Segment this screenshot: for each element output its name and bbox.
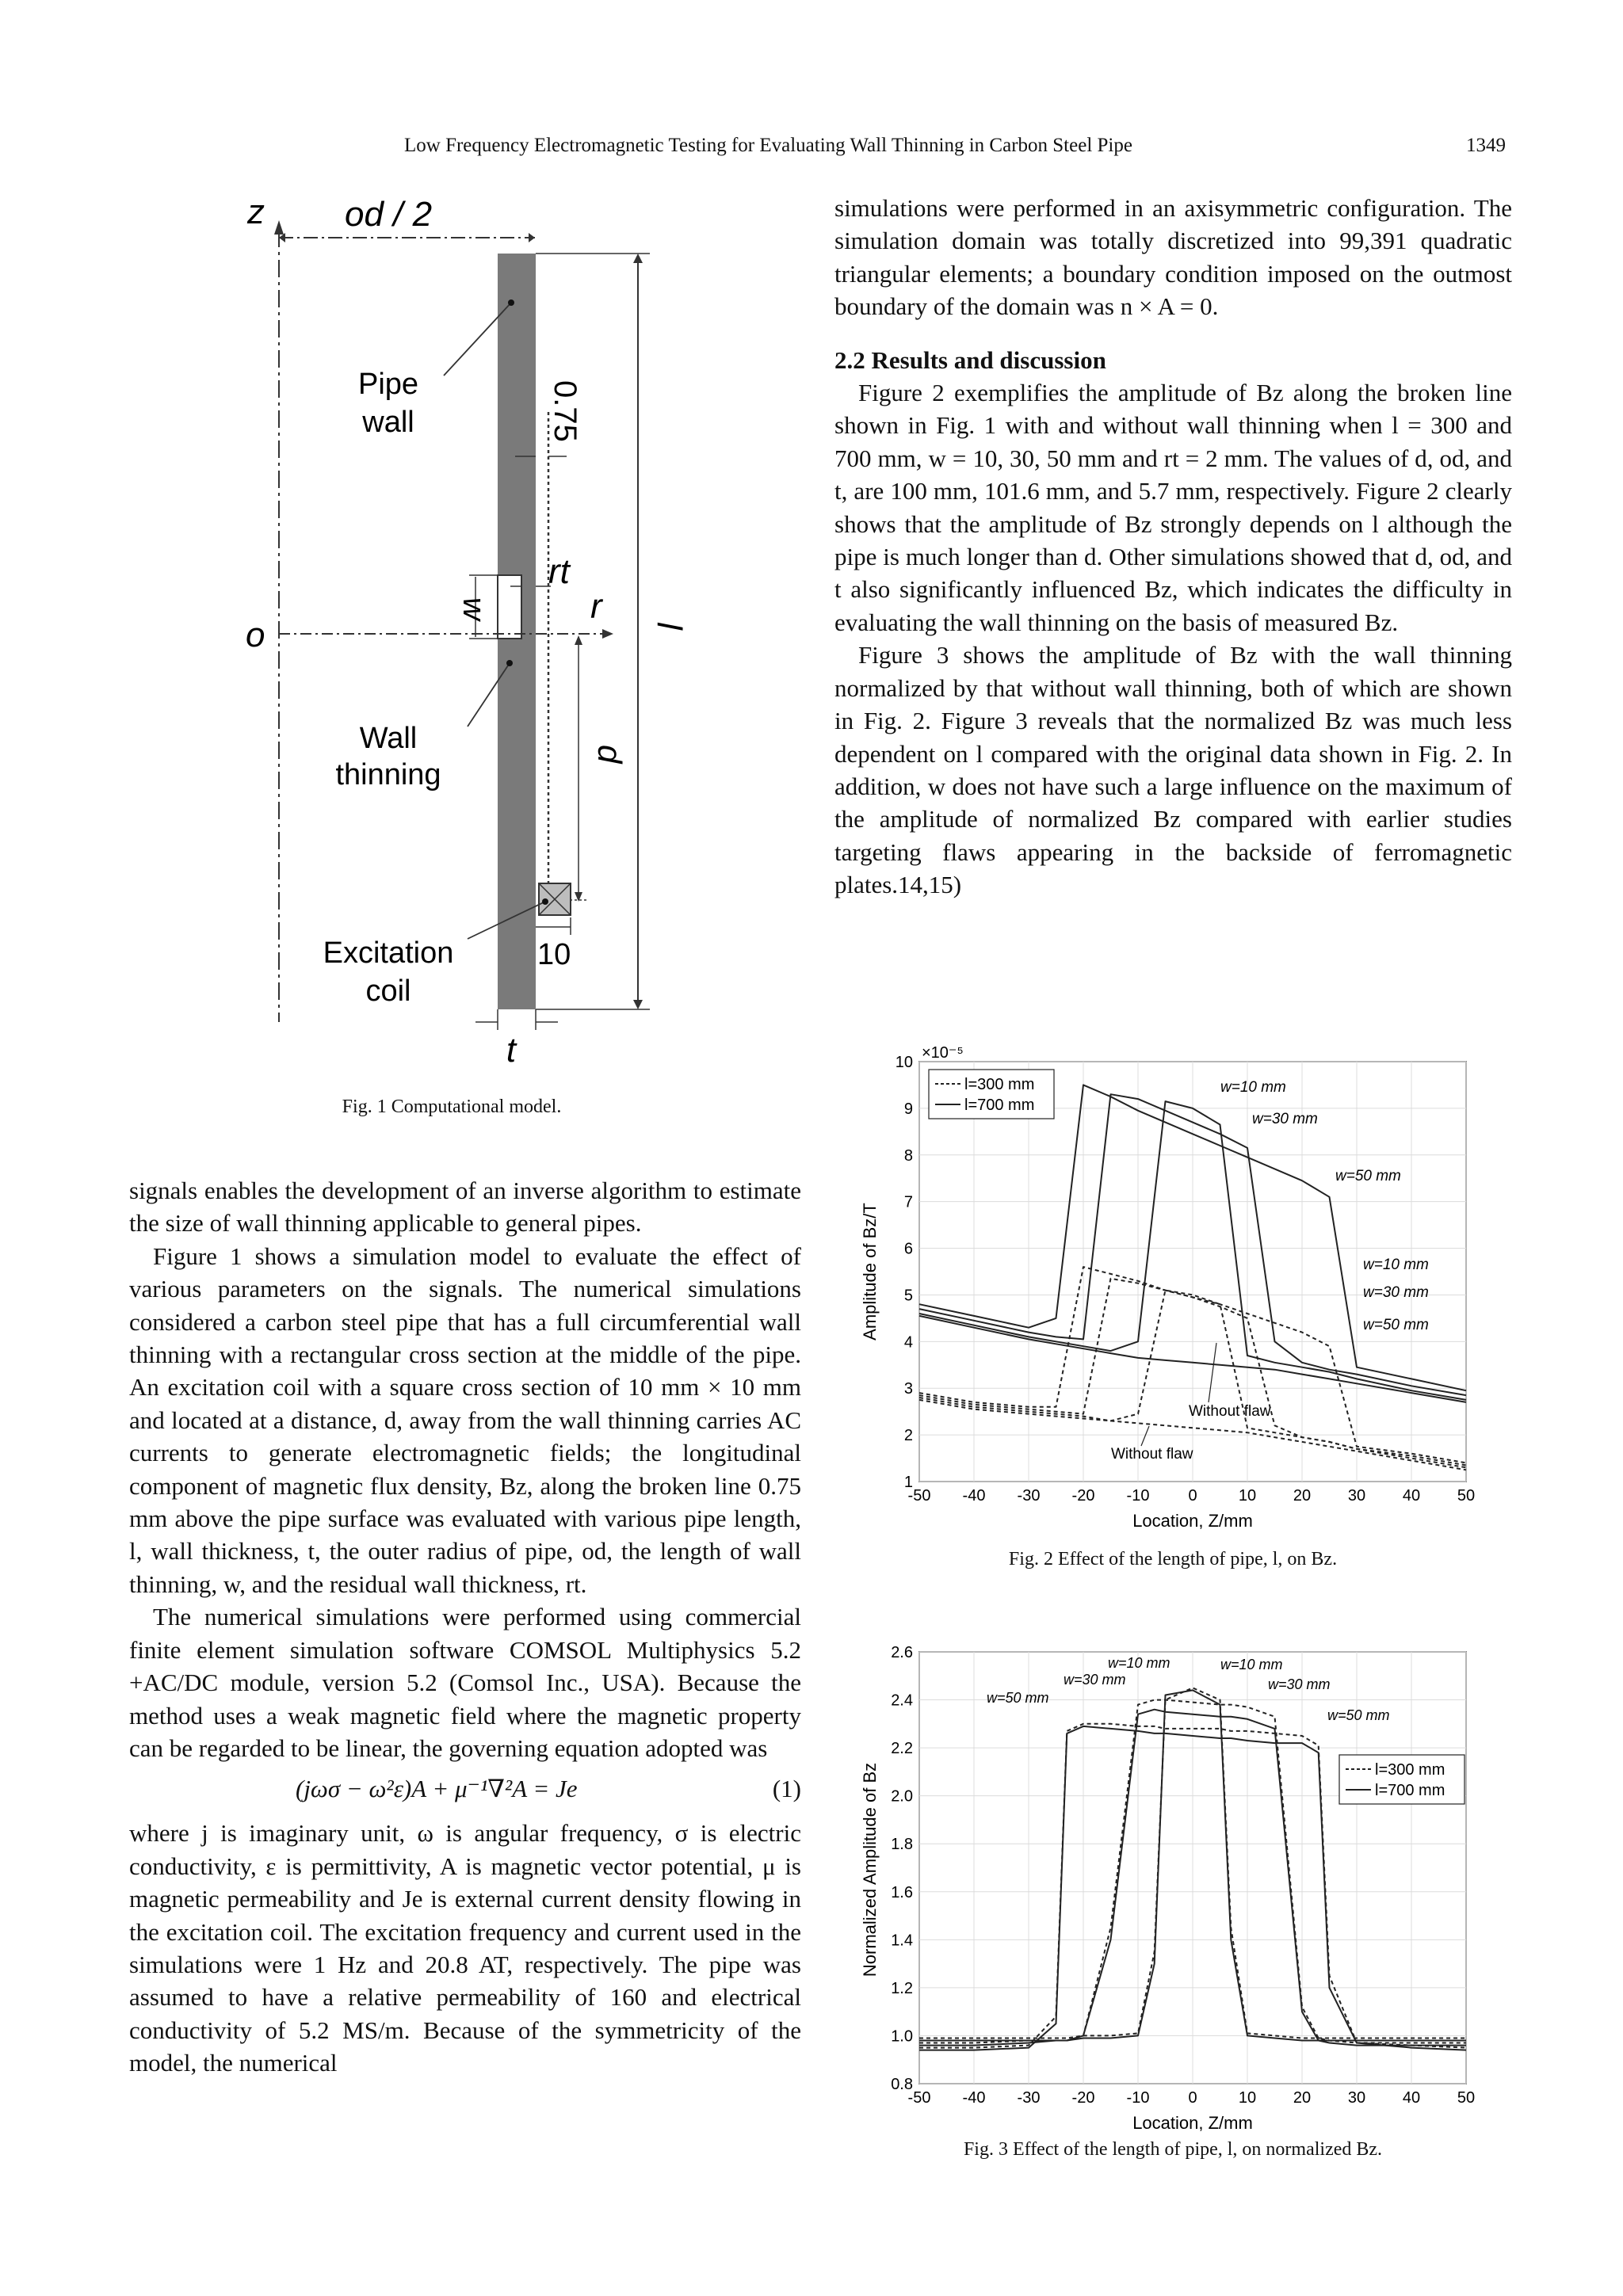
figure3-xlabel: Location, Z/mm	[1132, 2113, 1253, 2133]
left-para-4: where j is imaginary unit, ω is angular frequency, σ is electric conductivity, ε is permittivity, A is magnetic vector potential, μ is magnetic permeability and Je is external current density flowing in the excitation coil. The excitation frequency and current used in the simulations were 1 Hz and 20.8 AT, respectively. The pipe was assumed to have a relative permeability of 160 and electrical conductivity of 5.2 MS/m. Because of the symmetricity of the model, the numerical	[129, 1819, 801, 2077]
pipe-wall-dot	[508, 299, 514, 306]
label-coil-2: coil	[365, 974, 411, 1008]
label-wall-thinning-2: thinning	[335, 758, 441, 791]
fig3-ann-w50-right: w=50 mm	[1327, 1707, 1390, 1723]
fig3-ann-w10-right: w=10 mm	[1220, 1657, 1283, 1672]
figure2-xlabel: Location, Z/mm	[1132, 1511, 1253, 1531]
fig2-xtick-4: -10	[1126, 1487, 1150, 1505]
fig3-ytick-7: 2.2	[891, 1740, 913, 1758]
figure2-exponent: ×10⁻⁵	[922, 1044, 964, 1062]
fig3-xtick-1: -40	[962, 2089, 986, 2107]
fig2-ann-w50-mid: w=50 mm	[1363, 1317, 1429, 1333]
fig2-xtick-10: 50	[1457, 1487, 1476, 1505]
page-number: 1349	[1466, 135, 1506, 156]
fig2-ann-w10-mid: w=10 mm	[1363, 1257, 1429, 1273]
fig2-ytick-1: 2	[903, 1427, 913, 1445]
figure3-ylabel: Normalized Amplitude of Bz	[860, 1762, 880, 1978]
fig3-xtick-8: 30	[1347, 2089, 1366, 2107]
label-od2: od / 2	[345, 195, 433, 234]
fig3-ytick-5: 1.8	[891, 1836, 913, 1854]
figure3-legend	[1339, 1755, 1465, 1804]
label-z: z	[247, 193, 265, 231]
figure2-chart	[856, 1030, 1490, 1537]
fig3-ytick-9: 2.6	[891, 1644, 913, 1661]
running-title: Low Frequency Electromagnetic Testing for Evaluating Wall Thinning in Carbon Steel Pipe	[404, 135, 1132, 156]
label-w: w	[456, 597, 491, 620]
label-wall-thinning-1: Wall	[359, 722, 418, 755]
l-arrow-bottom	[633, 1000, 643, 1009]
d-arrow-top	[575, 635, 582, 645]
left-para-1: signals enables the development of an inverse algorithm to estimate the size of wall thinning applicable to general pipes.	[129, 1177, 801, 1238]
l-arrow-top	[633, 254, 643, 263]
figure2-legend	[929, 1070, 1054, 1119]
label-pipe-wall-1: Pipe	[357, 368, 419, 401]
figure3-legend-l300: l=300 mm	[1375, 1761, 1445, 1779]
equation-number: (1)	[772, 1775, 801, 1803]
fig2-xtick-0: -50	[907, 1487, 931, 1505]
section-heading: 2.2 Results and discussion	[834, 345, 1106, 374]
fig2-xtick-1: -40	[962, 1487, 986, 1505]
figure2-legend-l300: l=300 mm	[964, 1076, 1035, 1093]
fig2-ann-w10-top: w=10 mm	[1220, 1079, 1286, 1096]
label-10: 10	[537, 938, 571, 971]
fig2-xtick-5: 0	[1188, 1487, 1197, 1505]
coil-dot	[542, 898, 548, 905]
label-d: d	[591, 745, 628, 764]
fig2-xtick-6: 10	[1238, 1487, 1257, 1505]
figure3-legend-l700: l=700 mm	[1375, 1782, 1445, 1799]
right-para-3: Figure 3 shows the amplitude of Bz with the wall thinning normalized by that without wall thinning, both of which are shown in Fig. 2. Figure 3 reveals that the normalized Bz was much less dependent on l compared with the original data shown in Fig. 2. In addition, w does not have such a large influence on the maximum of the amplitude of normalized Bz compared with earlier studies targeting flaws appearing in the backside of ferromagnetic plates.14,15)	[834, 641, 1512, 899]
label-075: 0.75	[548, 380, 582, 442]
fig3-xtick-9: 40	[1402, 2089, 1421, 2107]
figure3-caption: Fig. 3 Effect of the length of pipe, l, on normalized Bz.	[963, 2139, 1383, 2160]
fig2-ann-w50-top: w=50 mm	[1335, 1168, 1401, 1184]
r-axis-arrow	[602, 629, 613, 639]
fig3-xtick-7: 20	[1293, 2089, 1312, 2107]
left-column	[129, 1174, 801, 2080]
fig2-ann-w30-mid: w=30 mm	[1363, 1284, 1429, 1301]
fig2-ann-noflaw-1: Without flaw	[1189, 1403, 1271, 1420]
right-column	[834, 192, 1512, 902]
label-pipe-wall-2: wall	[362, 406, 414, 439]
fig3-ytick-6: 2.0	[891, 1787, 913, 1806]
fig3-ann-w50-left: w=50 mm	[987, 1690, 1049, 1706]
od2-arrow-right	[529, 233, 535, 242]
equation-1	[129, 1772, 801, 1810]
label-t: t	[506, 1031, 517, 1070]
wall-thinning-dot	[506, 660, 513, 666]
z-axis-arrow	[274, 220, 284, 235]
fig3-xtick-2: -30	[1017, 2089, 1041, 2107]
fig3-ytick-0: 0.8	[891, 2076, 913, 2093]
fig2-xtick-7: 20	[1293, 1487, 1312, 1505]
fig3-xtick-4: -10	[1126, 2089, 1150, 2107]
fig2-ytick-0: 1	[903, 1474, 913, 1491]
fig3-xtick-6: 10	[1238, 2089, 1257, 2107]
fig3-xtick-5: 0	[1188, 2089, 1197, 2107]
fig3-ytick-4: 1.6	[891, 1883, 913, 1901]
fig2-ytick-6: 7	[903, 1193, 913, 1211]
fig2-xtick-3: -20	[1071, 1487, 1095, 1505]
figure1-diagram	[238, 190, 689, 1085]
fig2-ann-noflaw-2: Without flaw	[1111, 1446, 1193, 1463]
fig2-ytick-5: 6	[903, 1240, 913, 1258]
wall-thinning-notch	[498, 575, 521, 639]
label-o: o	[246, 616, 265, 654]
right-para-1: simulations were performed in an axisymmetric configuration. The simulation domain was totally discretized into 99,391 quadratic triangular elements; a boundary condition imposed on the outmost boundary of the domain was n × A = 0.	[834, 194, 1512, 321]
fig3-ann-w30-left: w=30 mm	[1064, 1672, 1126, 1688]
fig2-ytick-2: 3	[903, 1380, 913, 1398]
fig2-ytick-4: 5	[903, 1287, 913, 1305]
figure2-caption: Fig. 2 Effect of the length of pipe, l, on Bz.	[1008, 1549, 1338, 1569]
label-rt: rt	[548, 552, 570, 591]
fig3-ann-w30-right: w=30 mm	[1268, 1676, 1331, 1692]
fig2-ytick-8: 9	[903, 1100, 913, 1118]
figure1-caption: Fig. 1 Computational model.	[342, 1097, 562, 1117]
label-r: r	[590, 587, 602, 626]
fig2-ytick-7: 8	[903, 1146, 913, 1165]
fig2-xtick-2: -30	[1017, 1487, 1041, 1505]
fig3-ytick-8: 2.4	[891, 1691, 913, 1710]
left-para-3: The numerical simulations were performed using commercial finite element simulation software COMSOL Multiphysics 5.2 +AC/DC module, version 5.2 (Comsol Inc., USA). Because the method uses a weak magnetic field where the magnetic property can be regarded to be linear, the governing equation adopted was	[129, 1603, 801, 1762]
fig3-xtick-0: -50	[907, 2089, 931, 2107]
fig3-ann-w10-left: w=10 mm	[1108, 1655, 1170, 1671]
fig2-ytick-3: 4	[903, 1333, 913, 1352]
fig3-xtick-3: -20	[1071, 2089, 1095, 2107]
fig2-ytick-9: 10	[895, 1054, 913, 1071]
right-para-2: Figure 2 exemplifies the amplitude of Bz along the broken line shown in Fig. 1 with and without wall thinning when l = 300 and 700 mm, w = 10, 30, 50 mm and rt = 2 mm. The values of d, od, and t, are 100 mm, 101.6 mm, and 5.7 mm, respectively. Figure 2 clearly shows that the amplitude of Bz strongly depends on l although the pipe is much longer than d. Other simulations showed that d, od, and t also significantly influenced Bz, which indicates the difficulty in evaluating the wall thinning on the basis of measured Bz.	[834, 379, 1512, 636]
fig2-ann-w30-top: w=30 mm	[1252, 1111, 1318, 1127]
fig2-xtick-9: 40	[1402, 1487, 1421, 1505]
label-l: l	[650, 622, 689, 630]
equation-formula: (jωσ − ω²ε)A + μ⁻¹∇²A = Je	[296, 1775, 578, 1803]
left-para-2: Figure 1 shows a simulation model to evaluate the effect of various parameters on the signals. The numerical simulations considered a carbon steel pipe that has a full circumferential wall thinning with a rectangular cross section at the middle of the pipe. An excitation coil with a square cross section of 10 mm × 10 mm and located at a distance, d, away from the wall thinning carries AC currents to generate electromagnetic fields; the longitudinal component of magnetic flux density, Bz, along the broken line 0.75 mm above the pipe surface was evaluated with various pipe length, l, wall thickness, t, the outer radius of pipe, od, the length of wall thinning, w, and the residual wall thickness, rt.	[129, 1241, 801, 1598]
fig3-ytick-1: 1.0	[891, 2027, 913, 2046]
fig2-xtick-8: 30	[1347, 1487, 1366, 1505]
fig3-xtick-10: 50	[1457, 2089, 1476, 2107]
fig3-ytick-2: 1.2	[891, 1979, 913, 1997]
figure3-chart	[856, 1632, 1490, 2139]
label-coil-1: Excitation	[323, 936, 454, 970]
fig3-ytick-3: 1.4	[891, 1932, 913, 1950]
figure2-legend-l700: l=700 mm	[964, 1097, 1035, 1114]
figure2-ylabel: Amplitude of Bz/T	[860, 1203, 880, 1341]
